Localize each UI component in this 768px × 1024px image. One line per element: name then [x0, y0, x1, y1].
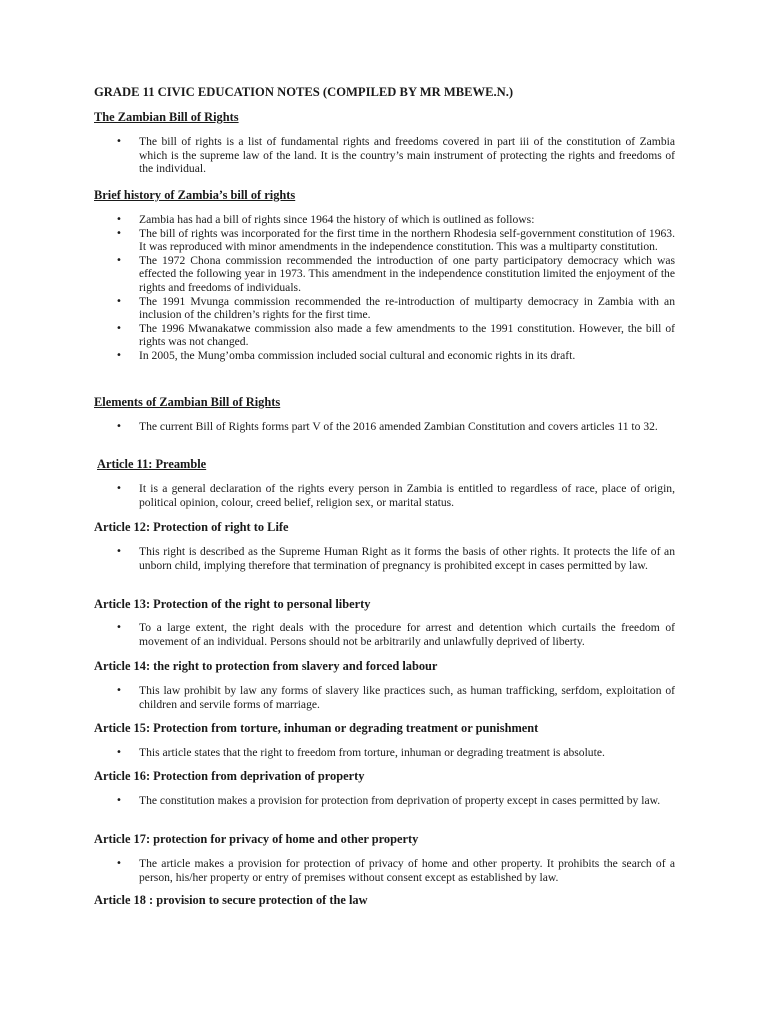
bullet-list: [117, 482, 675, 509]
section-heading-brief-history: Brief history of Zambia’s bill of rights: [94, 188, 296, 202]
section-heading-elements: Elements of Zambian Bill of Rights: [94, 395, 281, 409]
section-heading-article-15: Article 15: Protection from torture, inhuman or degrading treatment or punishment: [94, 721, 539, 735]
section-heading-article-11: Article 11: Preamble: [97, 457, 207, 471]
list-item: • The current Bill of Rights forms part V of the 2016 amended Zambian Constitution and covers articles 11 to 32.: [117, 420, 675, 434]
bullet-list: [117, 213, 675, 363]
list-item: • It is a general declaration of the rights every person in Zambia is entitled to regardless of race, place of origin, political opinion, colour, creed belief, religion sex, or marital status.: [117, 482, 675, 509]
list-item: • The constitution makes a provision for protection from deprivation of property except in cases permitted by law.: [117, 794, 675, 808]
bullet-list: [117, 857, 675, 884]
list-item: • The bill of rights was incorporated for the first time in the northern Rhodesia self-government constitution of 1963. It was reproduced with minor amendments in the independence constitution. This was a multiparty constitution.: [117, 227, 675, 254]
section-heading-article-18: Article 18 : provision to secure protection of the law: [94, 893, 368, 907]
section-heading-article-12: Article 12: Protection of right to Life: [94, 520, 289, 534]
list-item: • This article states that the right to freedom from torture, inhuman or degrading treatment is absolute.: [117, 746, 675, 760]
section-heading-article-13: Article 13: Protection of the right to personal liberty: [94, 597, 371, 611]
list-item: • The article makes a provision for protection of privacy of home and other property. It prohibits the search of a person, his/her property or entry of premises without consent except as established by law.: [117, 857, 675, 884]
section-heading-article-17: Article 17: protection for privacy of home and other property: [94, 832, 419, 846]
section-heading-article-16: Article 16: Protection from deprivation of property: [94, 769, 365, 783]
bullet-list: [117, 746, 675, 760]
list-item: • The 1991 Mvunga commission recommended the re-introduction of multiparty democracy in Zambia with an inclusion of the children’s rights for the first time.: [117, 295, 675, 322]
list-item: • In 2005, the Mung’omba commission included social cultural and economic rights in its draft.: [117, 349, 675, 363]
list-item: • This law prohibit by law any forms of slavery like practices such, as human trafficking, serfdom, exploitation of children and servile forms of marriage.: [117, 684, 675, 711]
section-heading-zambian-bill-of-rights: The Zambian Bill of Rights: [94, 110, 239, 124]
bullet-list: [117, 135, 675, 176]
bullet-list: [117, 545, 675, 572]
list-item: • The bill of rights is a list of fundamental rights and freedoms covered in part iii of the constitution of Zambia which is the supreme law of the land. It is the country’s main instrument of protecting the rights and freedoms of the individual.: [117, 135, 675, 176]
bullet-list: [117, 794, 675, 808]
document-title: GRADE 11 CIVIC EDUCATION NOTES (COMPILED BY MR MBEWE.N.): [94, 85, 514, 99]
list-item: • This right is described as the Supreme Human Right as it forms the basis of other rights. It protects the life of an unborn child, implying therefore that termination of pregnancy is prohibited except in cases permitted by law.: [117, 545, 675, 572]
list-item: • To a large extent, the right deals with the procedure for arrest and detention which curtails the freedom of movement of an individual. Persons should not be arbitrarily and unlawfully deprived of liberty.: [117, 621, 675, 648]
list-item: • Zambia has had a bill of rights since 1964 the history of which is outlined as follows:: [117, 213, 675, 227]
list-item: • The 1996 Mwanakatwe commission also made a few amendments to the 1991 constitution. However, the bill of rights was not changed.: [117, 322, 675, 349]
bullet-list: [117, 621, 675, 648]
list-item: • The 1972 Chona commission recommended the introduction of one party participatory democracy which was effected the following year in 1973. This amendment in the independence constitution limited the enjoyment of the rights and freedoms of individuals.: [117, 254, 675, 295]
bullet-list: [117, 420, 675, 434]
bullet-list: [117, 684, 675, 711]
section-heading-article-14: Article 14: the right to protection from slavery and forced labour: [94, 659, 438, 673]
